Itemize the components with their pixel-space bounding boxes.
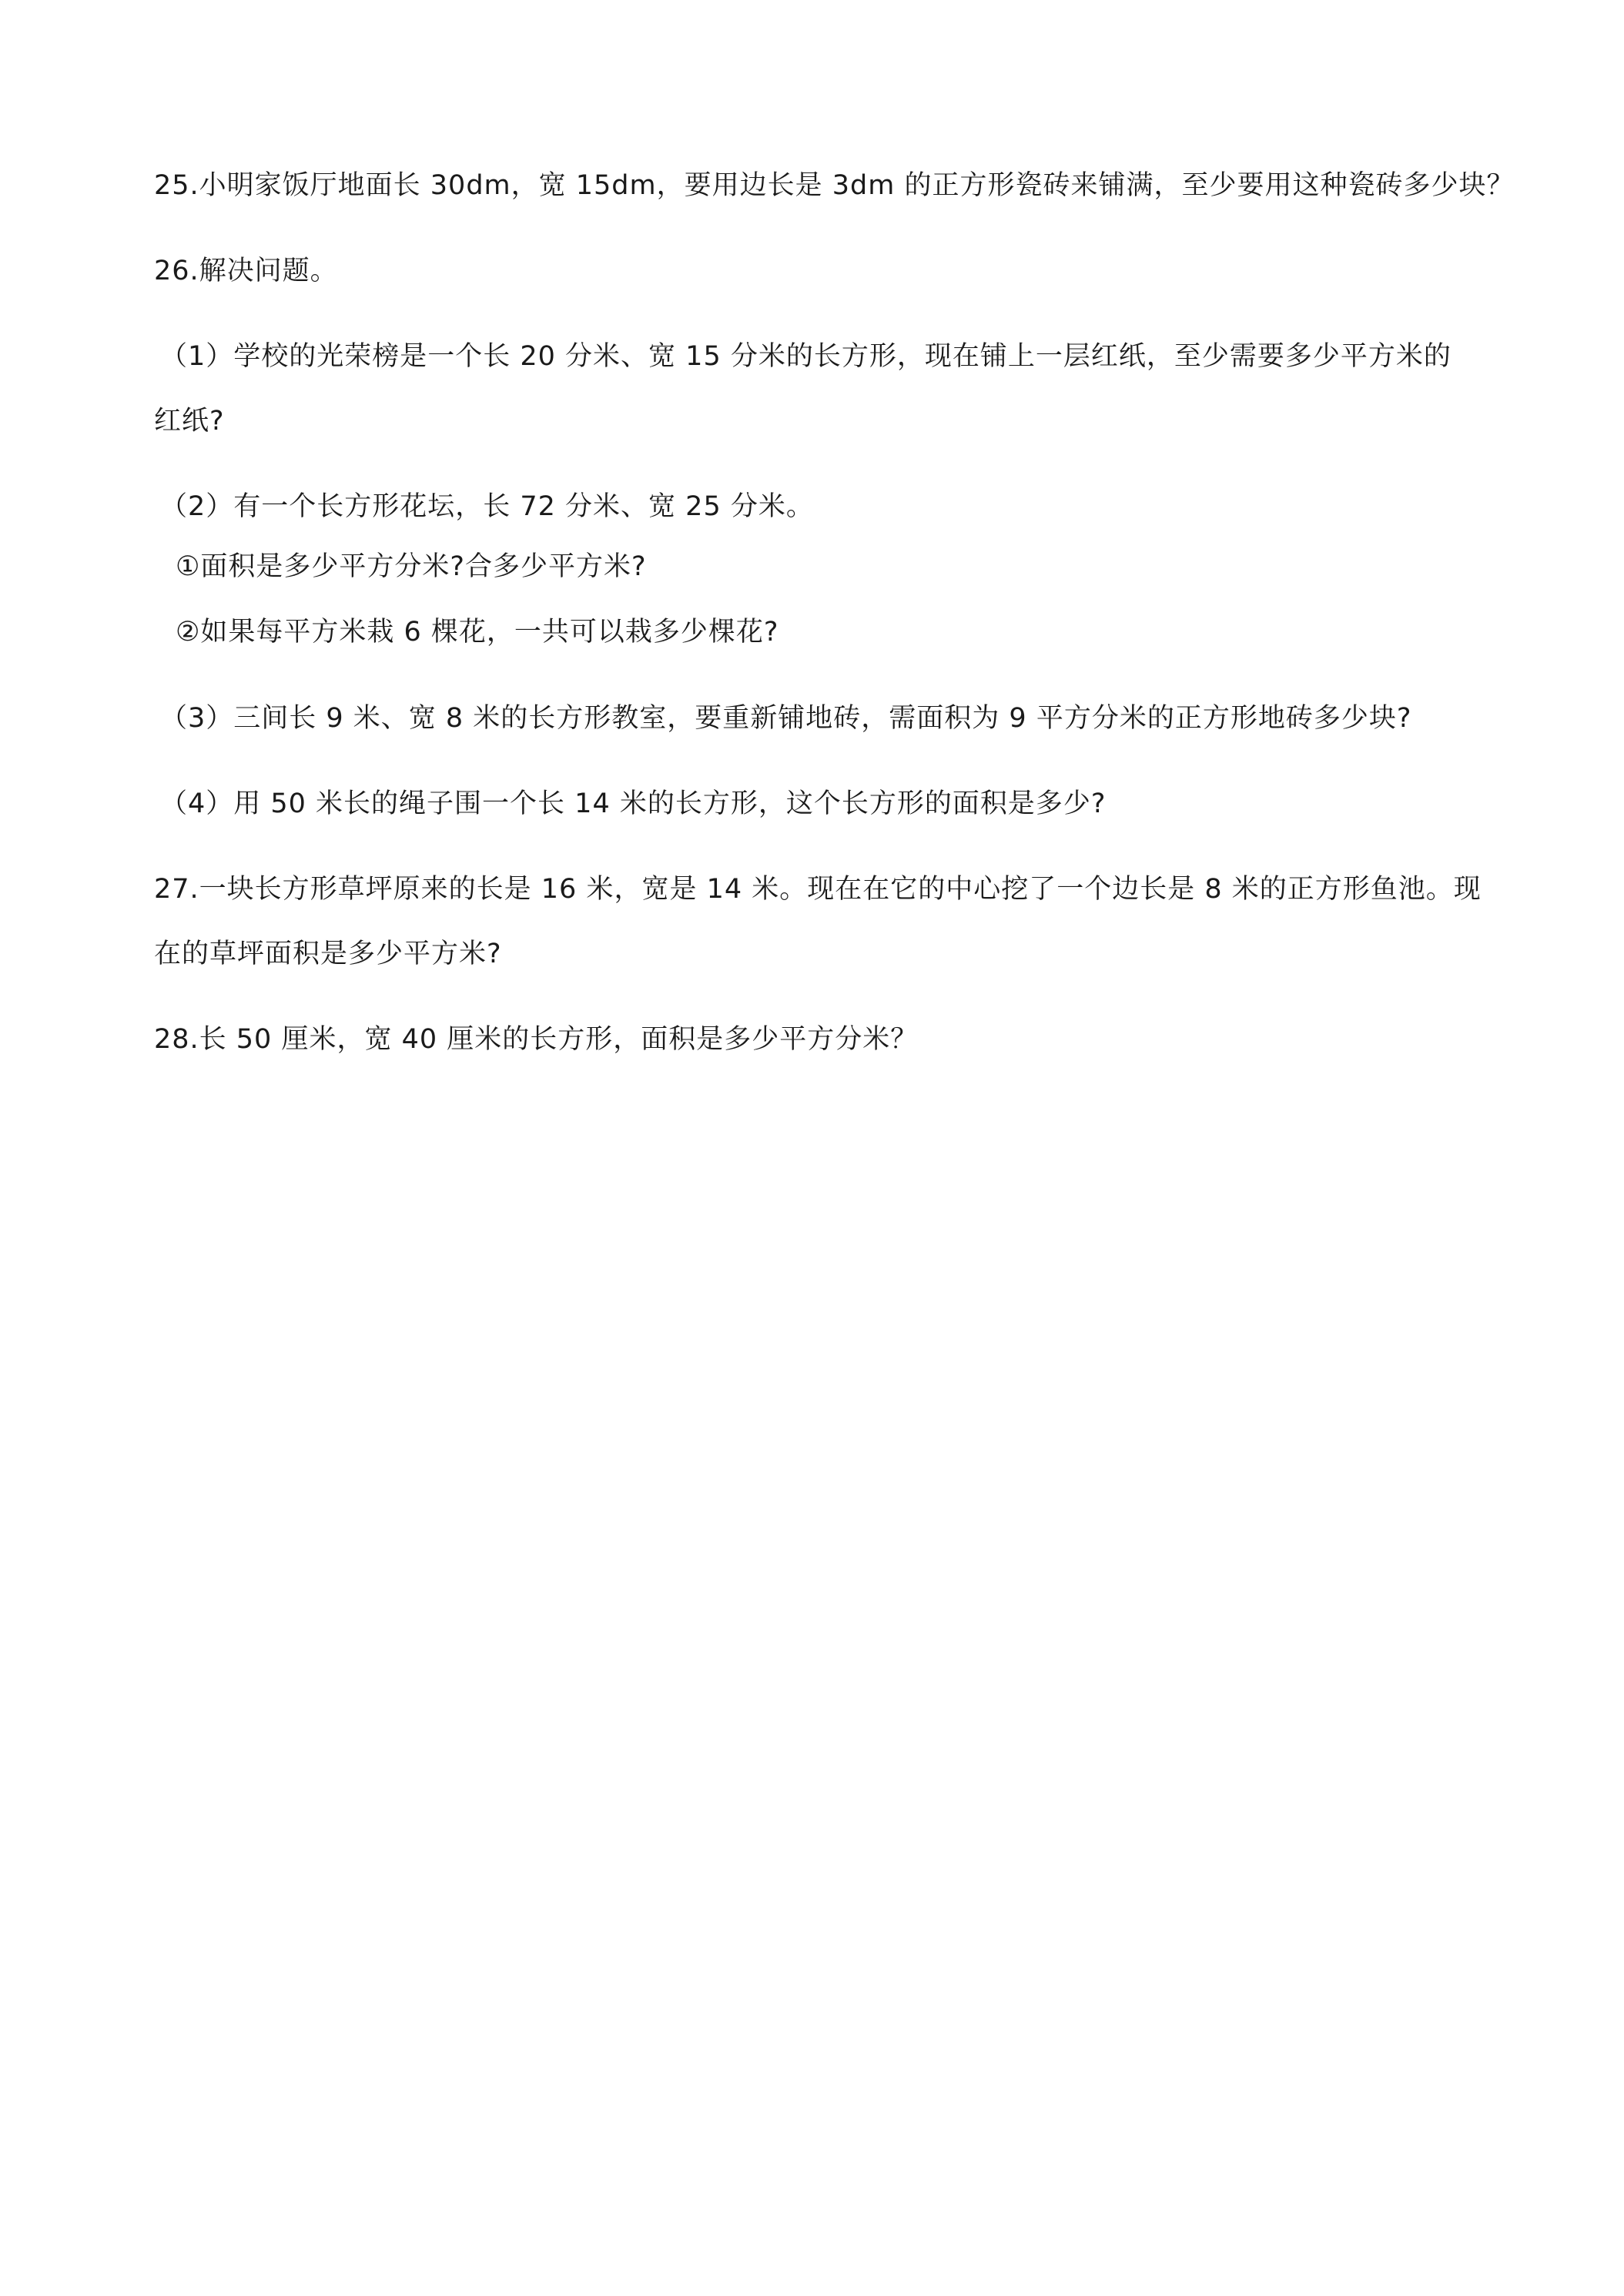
question-26-title: 26.解决问题。 [154,256,338,286]
question-26-2-part-2: ②如果每平方米栽 6 棵花，一共可以栽多少棵花? [176,617,779,648]
question-28: 28.长 50 厘米，宽 40 厘米的长方形，面积是多少平方分米？ [154,1024,919,1055]
question-26-1-line-2: 红纸? [154,406,225,437]
question-26-2: （2）有一个长方形花坛，长 72 分米、宽 25 分米。 [160,491,814,522]
question-26-3: （3）三间长 9 米、宽 8 米的长方形教室，要重新铺地砖，需面积为 9 平方分米的正方形地砖多少块? [160,703,1412,734]
question-27-line-1: 27.一块长方形草坪原来的长是 16 米，宽是 14 米。现在在它的中心挖了一个边长是 8 米的正方形鱼池。现 [154,874,1482,905]
question-26-1-line-1: （1）学校的光荣榜是一个长 20 分米、宽 15 分米的长方形，现在铺上一层红纸，至少需要多少平方米的 [160,341,1452,372]
question-27-line-2: 在的草坪面积是多少平方米? [154,939,502,969]
question-26-2-part-1: ①面积是多少平方分米?合多少平方米? [176,551,647,582]
question-26-4: （4）用 50 米长的绳子围一个长 14 米的长方形，这个长方形的面积是多少? [160,788,1107,819]
question-25: 25.小明家饭厅地面长 30dm，宽 15dm，要用边长是 3dm 的正方形瓷砖来铺满，至少要用这种瓷砖多少块？ [154,170,1515,201]
